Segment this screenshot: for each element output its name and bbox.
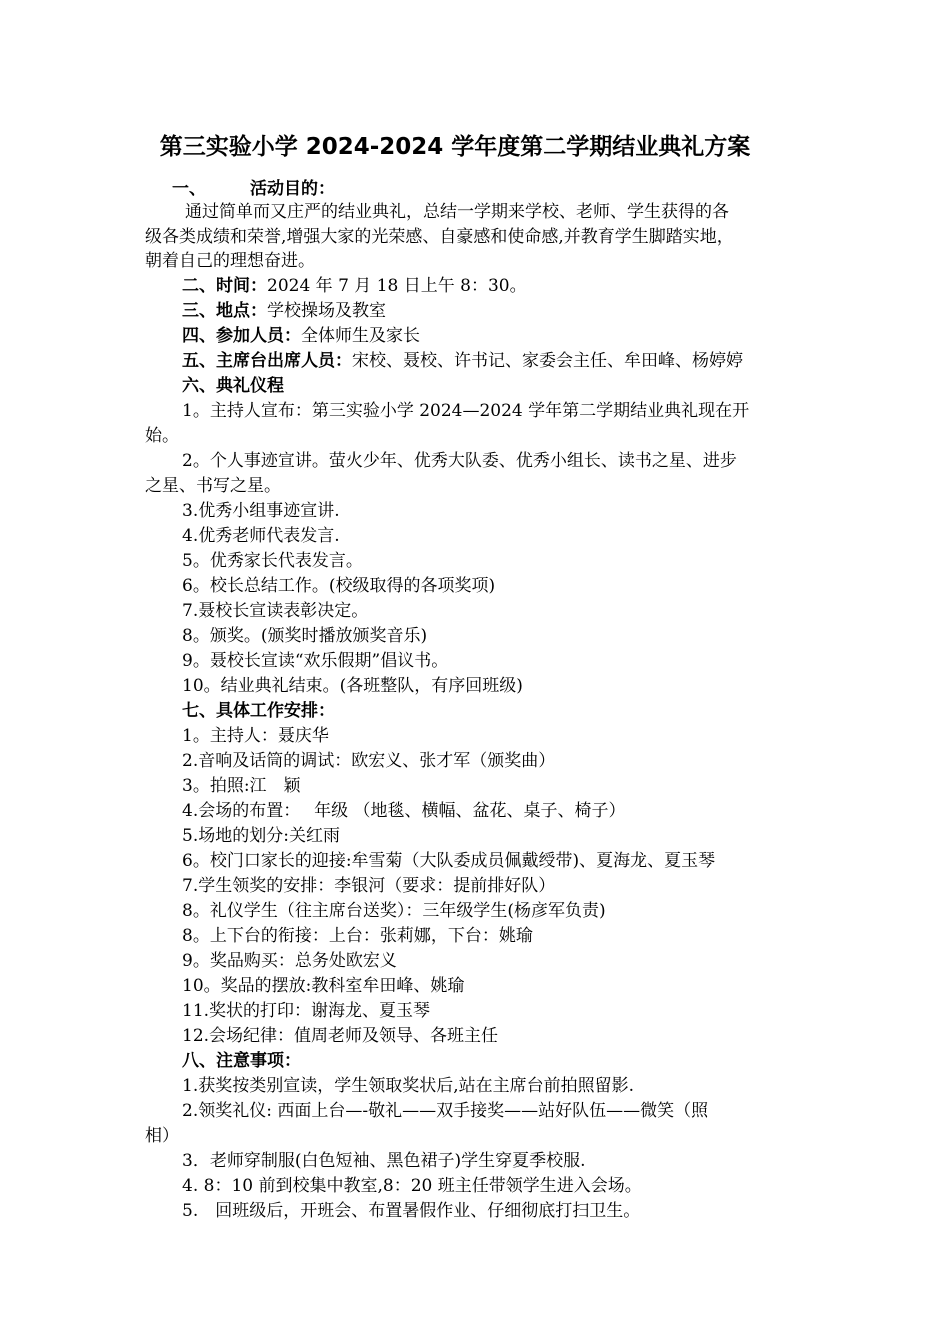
list-item: 相）	[145, 1126, 179, 1146]
list-item: 5。优秀家长代表发言。	[182, 551, 363, 571]
list-item: 5. 回班级后，开班会、布置暑假作业、仔细彻底打扫卫生。	[182, 1201, 641, 1221]
section-2-text: 2024 年 7 月 18 日上午 8：30。	[267, 276, 527, 296]
list-item: 之星、书写之星。	[145, 476, 281, 496]
section-7-heading: 七、具体工作安排：	[182, 701, 335, 721]
section-1-paragraph-line-1: 通过简单而又庄严的结业典礼，总结一学期来学校、老师、学生获得的各	[185, 202, 729, 222]
section-2-row	[182, 274, 527, 298]
section-5-row	[182, 349, 743, 373]
list-item: 2.领奖礼仪: 西面上台—-敬礼——双手接奖——站好队伍——微笑（照	[182, 1101, 709, 1121]
list-item: 6。校门口家长的迎接:牟雪菊（大队委成员佩戴绶带)、夏海龙、夏玉琴	[182, 851, 716, 871]
section-5-text: 宋校、聂校、许书记、家委会主任、牟田峰、杨婷婷	[352, 351, 743, 371]
list-item: 4.优秀老师代表发言.	[182, 526, 340, 546]
section-3-row	[182, 299, 386, 323]
list-item: 10。结业典礼结束。(各班整队，有序回班级)	[182, 676, 523, 696]
section-3-heading: 三、地点：	[182, 301, 267, 321]
section-3-text: 学校操场及教室	[267, 301, 386, 321]
list-item: 4.会场的布置： 年级 （地毯、横幅、盆花、桌子、椅子）	[182, 801, 626, 821]
list-item: 2。个人事迹宣讲。萤火少年、优秀大队委、优秀小组长、读书之星、进步	[182, 451, 737, 471]
section-1-number: 一、	[172, 179, 206, 199]
section-4-heading: 四、参加人员：	[182, 326, 301, 346]
section-4-row	[182, 324, 420, 348]
document-title: 第三实验小学 2024-2024 学年度第二学期结业典礼方案	[159, 134, 751, 160]
list-item: 5.场地的划分:关红雨	[182, 826, 340, 846]
section-1-heading: 活动目的：	[250, 179, 335, 199]
list-item: 2.音响及话筒的调试：欧宏义、张才军（颁奖曲）	[182, 751, 556, 771]
section-1-heading-row	[172, 177, 335, 201]
section-1-paragraph-line-2: 级各类成绩和荣誉,增强大家的光荣感、自豪感和使命感,并教育学生脚踏实地，	[145, 227, 734, 247]
list-item: 8。颁奖。(颁奖时播放颁奖音乐)	[182, 626, 428, 646]
list-item: 3。拍照:江 颖	[182, 776, 301, 796]
list-item: 11.奖状的打印：谢海龙、夏玉琴	[182, 1001, 431, 1021]
list-item: 3．老师穿制服(白色短袖、黑色裙子)学生穿夏季校服.	[182, 1151, 586, 1171]
list-item: 12.会场纪律：值周老师及领导、各班主任	[182, 1026, 499, 1046]
list-item: 10。奖品的摆放:教科室牟田峰、姚瑜	[182, 976, 465, 996]
section-2-heading: 二、时间：	[182, 276, 267, 296]
list-item: 1。主持人宣布：第三实验小学 2024—2024 学年第二学期结业典礼现在开	[182, 401, 750, 421]
section-5-heading: 五、主席台出席人员：	[182, 351, 352, 371]
section-8-heading: 八、注意事项：	[182, 1051, 301, 1071]
list-item: 7.学生领奖的安排：李银河（要求：提前排好队）	[182, 876, 556, 896]
list-item: 3.优秀小组事迹宣讲.	[182, 501, 340, 521]
list-item: 1。主持人：聂庆华	[182, 726, 329, 746]
list-item: 1.获奖按类别宣读，学生领取奖状后,站在主席台前拍照留影.	[182, 1076, 635, 1096]
list-item: 4. 8：10 前到校集中教室,8：20 班主任带领学生进入会场。	[182, 1176, 642, 1196]
list-item: 8。礼仪学生（往主席台送奖）：三年级学生(杨彦军负责)	[182, 901, 606, 921]
list-item: 9。奖品购买：总务处欧宏义	[182, 951, 397, 971]
section-4-text: 全体师生及家长	[301, 326, 420, 346]
list-item: 始。	[145, 426, 179, 446]
list-item: 6。校长总结工作。(校级取得的各项奖项)	[182, 576, 496, 596]
list-item: 7.聂校长宣读表彰决定。	[182, 601, 369, 621]
section-6-heading: 六、典礼仪程	[182, 376, 284, 396]
list-item: 9。聂校长宣读“欢乐假期”倡议书。	[182, 651, 449, 671]
section-1-paragraph-line-3: 朝着自己的理想奋进。	[145, 251, 315, 271]
list-item: 8。上下台的衔接：上台：张莉娜，下台：姚瑜	[182, 926, 533, 946]
